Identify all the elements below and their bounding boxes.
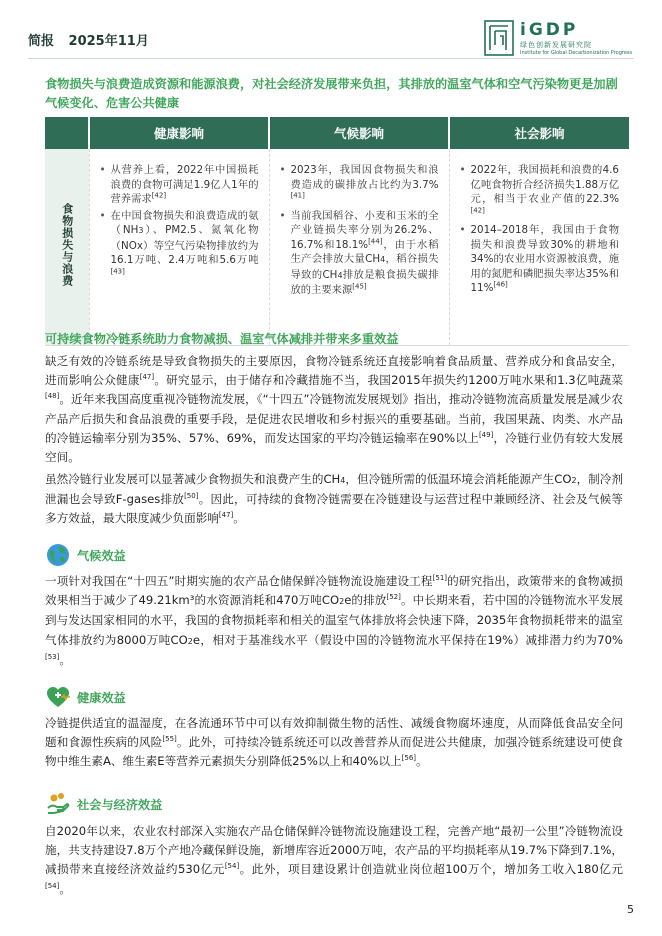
paragraph-cold-chain-intro: 缺乏有效的冷链系统是导致食物损失的主要原因，食物冷链系统还直接影响着食品质量、营养成分和食品安全，进而影响公众健康[47]。研究显示，由于储存和冷藏措施不当，我国2015年损失约1200万吨水果和1.3亿吨蔬菜[48]。近年来我国高度重视冷链物流发展，《“十四五”冷链物流发展规划》指出，推动冷链物流高质量发展是减少农产品产后损失和食品浪费的重要手段，是促进农民增收和乡村振兴的重要基础。当前，我国果蔬、肉类、水产品的冷链运输率分别为35%、57%、69%，而发达国家的平均冷链运输率在90%以上[49]，冷链行业仍有较大发展空间。 (45, 354, 623, 465)
globe-icon (45, 542, 71, 568)
list-item: • 2014–2018年，我国由于食物损失和浪费导致30%的耕地和34%的农业用水资源被浪费，施用的氮肥和磷肥损失率达35%和11%[46] (460, 223, 620, 296)
list-item: • 2022年，我国损耗和浪费的4.6亿吨食物折合经济损失1.88万亿元，相当于农业产值的22.3%[42] (460, 163, 620, 221)
list-item: • 在中国食物损失和浪费造成的氨（NH3）、PM2.5、氮氧化物（NOx）等空气污染物排放约为16.1万吨、2.4万吨和5.6万吨[43] (100, 209, 259, 283)
column-header-social: 社会影响 (449, 117, 629, 149)
doc-date: 2025年11月 (68, 34, 149, 49)
impact-table-header (45, 117, 629, 149)
climate-impact-cell (269, 149, 449, 345)
page-number: 5 (627, 903, 634, 916)
paragraph-social-benefits: 自2020年以来，农业农村部深入实施农产品仓储保鲜冷链物流设施建设工程，完善产地“最初一公里”冷链物流设施，共支持建设7.8万个产地冷藏保鲜设施，新增库容近2000万吨，农产品的平均损耗率从19.7%下降到7.1%，减损带来直接经济效益约530亿元[54]。此外，项目建设累计创造就业岗位超100万个，增加务工收入180亿元[54]。 (45, 824, 623, 896)
page-header (28, 20, 634, 60)
column-header-health: 健康影响 (89, 117, 269, 149)
health-impact-cell (89, 149, 269, 345)
paragraph-climate-benefits: 一项针对我国在“十四五”时期实施的农产品仓储保鲜冷链物流设施建设工程[51]的研究指出，政策带来的食物减损效果相当于减少了49.21km³的水资源消耗和470万吨CO2e的排放[52]。中长期来看，若中国的冷链物流水平发展到与发达国家相同的水平，我国的食物损耗率和相关的温室气体排放将会快速下降，2035年食物损耗带来的温室气体排放约为8000万吨CO2e，相对于基准线水平（假设中国的冷链物流水平保持在19%）减排潜力约为70%[53]。 (45, 574, 623, 667)
table-corner (45, 117, 89, 149)
logo-subtitle-cn: 绿色创新发展研究院 (520, 41, 592, 49)
hands-coins-icon (45, 791, 71, 817)
paragraph-cold-chain-emissions: 虽然冷链行业发展可以显著减少食物损失和浪费产生的CH4，但冷链所需的低温环境会消耗能源产生CO2，制冷剂泄漏也会导致F-gases排放[50]。因此，可持续的食物冷链需要在冷链建设与运营过程中兼顾经济、社会及气候等多方效益，最大限度减少负面影响[47]。 (45, 472, 623, 526)
row-label: 食物损失与浪费 (60, 202, 74, 287)
row-header (45, 149, 89, 345)
climate-benefits-label: 气候效益 (77, 549, 126, 563)
health-benefits-label: 健康效益 (77, 691, 126, 705)
igdp-logo (484, 20, 634, 60)
logo-subtitle-en: Institute for Global Decarbonization Progress (520, 50, 633, 56)
social-benefits-label: 社会与经济效益 (77, 798, 163, 812)
list-item: • 2023年，我国因食物损失和浪费造成的碳排放占比约为3.7%[41] (280, 163, 439, 207)
box-title: 食物损失与浪费造成资源和能源浪费，对社会经济发展带来负担，其排放的温室气体和空气污染物更是加剧气候变化、危害公共健康 (45, 77, 618, 110)
impact-table (45, 117, 629, 346)
section-heading: 可持续食物冷链系统助力食物减损、温室气体减排并带来多重效益 (45, 332, 399, 346)
logo-title: iGDP (520, 20, 579, 40)
header-info (28, 30, 159, 49)
list-item: • 从营养上看，2022年中国损耗浪费的食物可满足1.9亿人1年的营养需求[42] (100, 163, 259, 207)
header-divider (28, 58, 634, 59)
column-header-climate: 气候影响 (269, 117, 449, 149)
table-row (45, 149, 629, 345)
list-item: • 当前我国稻谷、小麦和玉米的全产业链损失率分别为26.2%、16.7%和18.1%[44]，由于水稻生产会排放大量CH4，稻谷损失导致的CH4排放是粮食损失碳排放的主要来源[45] (280, 209, 439, 298)
igdp-emblem-icon (484, 20, 514, 56)
social-impact-cell (449, 149, 629, 345)
doc-type: 简报 (28, 34, 55, 49)
heart-health-icon (45, 684, 71, 710)
paragraph-health-benefits: 冷链提供适宜的温湿度，在各流通环节中可以有效抑制微生物的活性、减缓食物腐坏速度，从而降低食品安全问题和食源性疾病的风险[55]。此外，可持续冷链系统还可以改善营养从而促进公共健康，加强冷链系统建设可使食物中维生素A、维生素E等营养元素损失分别降低25%以上和40%以上[56]。 (45, 716, 623, 769)
